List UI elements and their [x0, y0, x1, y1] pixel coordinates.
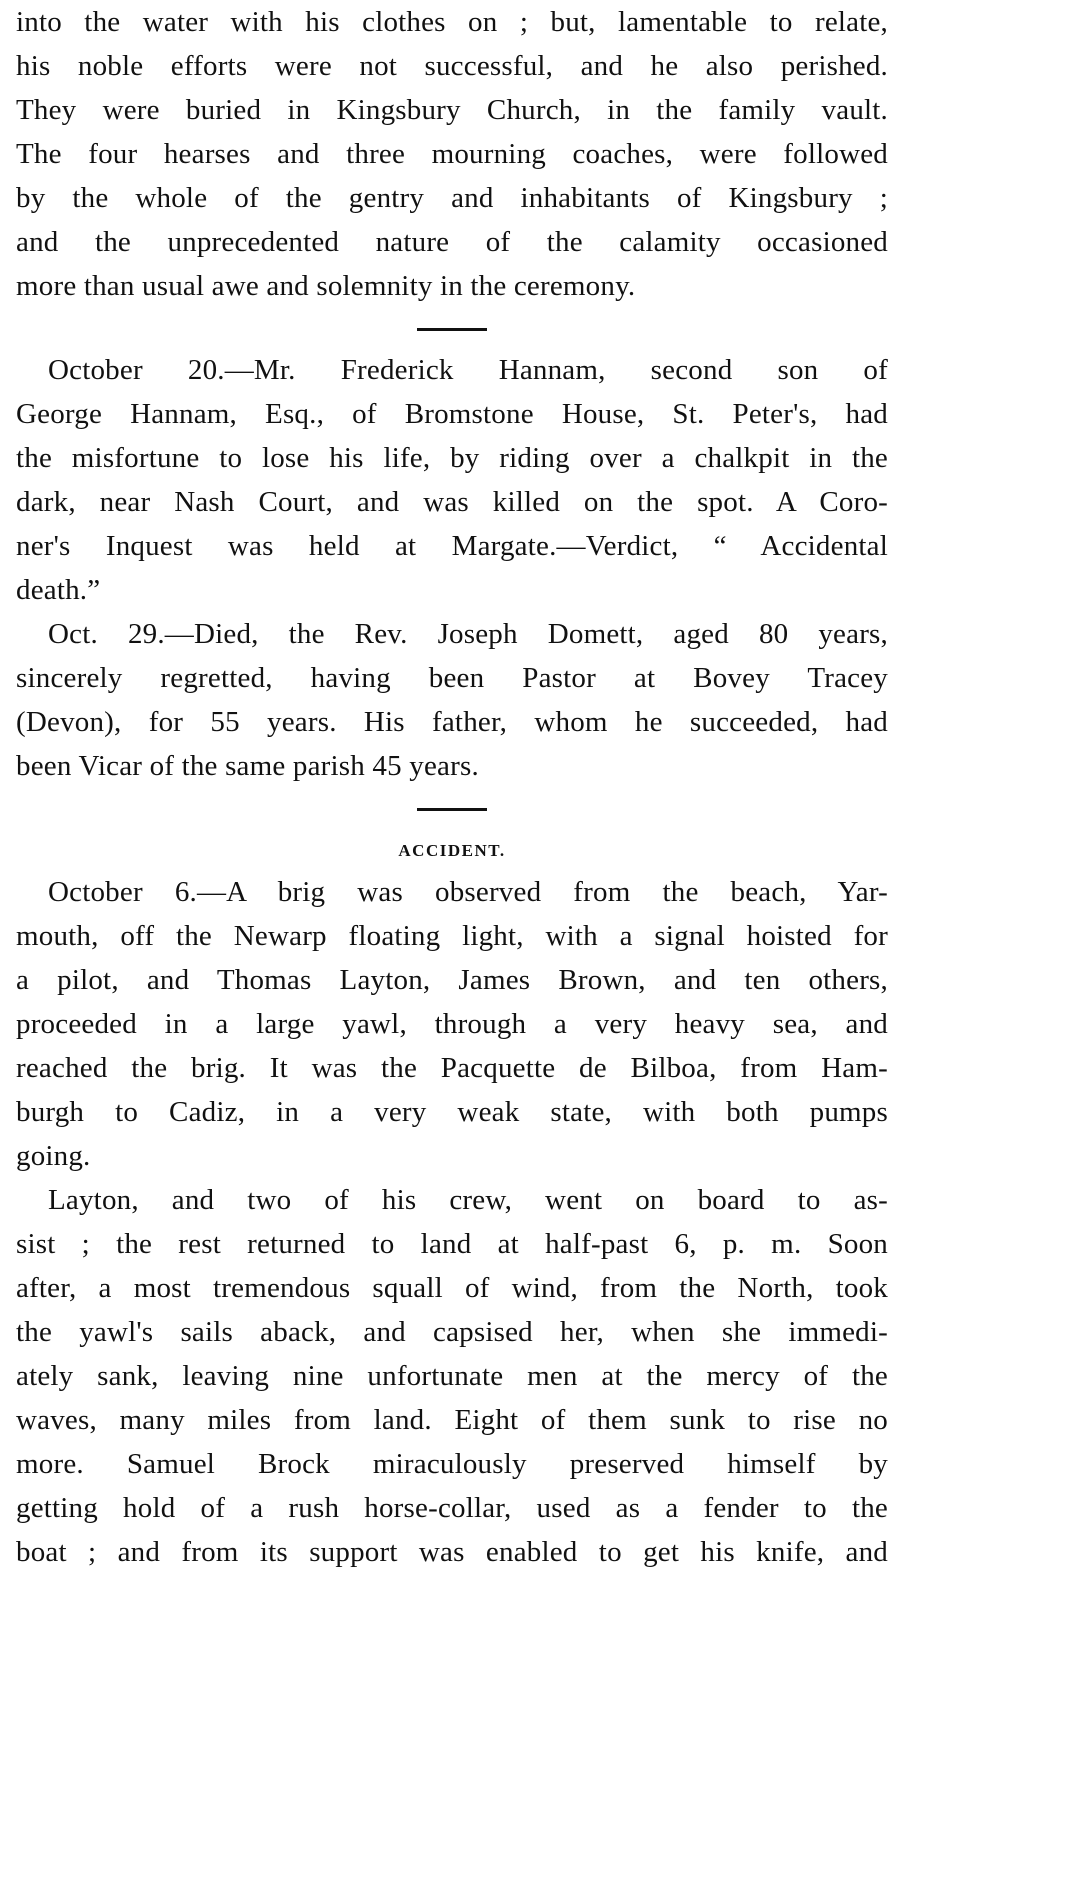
paragraph-october-6	[16, 870, 888, 1178]
text-line: going.	[16, 1140, 91, 1172]
text-line: more than usual awe and solemnity in the ceremony.	[16, 270, 636, 302]
text-line: George Hannam, Esq., of Bromstone House, St. Peter's, had	[16, 398, 888, 430]
text-line: October 6.—A brig was observed from the beach, Yar-	[48, 876, 888, 908]
text-column	[16, 0, 888, 1574]
text-line: more. Samuel Brock miraculously preserved himself by	[16, 1448, 888, 1480]
text-line: burgh to Cadiz, in a very weak state, with both pumps	[16, 1096, 888, 1128]
text-line: into the water with his clothes on ; but, lamentable to relate,	[16, 6, 888, 38]
text-line: by the whole of the gentry and inhabitants of Kingsbury ;	[16, 182, 888, 214]
text-line: death.”	[16, 574, 101, 606]
text-line: October 20.—Mr. Frederick Hannam, second son of	[48, 354, 888, 386]
section-heading: ACCIDENT.	[398, 841, 506, 860]
paragraph-funeral	[16, 0, 888, 308]
section-divider	[16, 788, 888, 828]
text-line: dark, near Nash Court, and was killed on the spot. A Coro-	[16, 486, 888, 518]
text-line: and the unprecedented nature of the calamity occasioned	[16, 226, 888, 258]
text-line: waves, many miles from land. Eight of them sunk to rise no	[16, 1404, 888, 1436]
text-line: proceeded in a large yawl, through a very heavy sea, and	[16, 1008, 888, 1040]
paragraph-october-29	[16, 612, 888, 788]
text-line: the yawl's sails aback, and capsised her, when she immedi-	[16, 1316, 888, 1348]
text-line: getting hold of a rush horse-collar, used as a fender to the	[16, 1492, 888, 1524]
text-line: sist ; the rest returned to land at half-past 6, p. m. Soon	[16, 1228, 888, 1260]
paragraph-october-20	[16, 348, 888, 612]
text-line: They were buried in Kingsbury Church, in the family vault.	[16, 94, 888, 126]
text-line: (Devon), for 55 years. His father, whom he succeeded, had	[16, 706, 888, 738]
text-line: boat ; and from its support was enabled to get his knife, and	[16, 1536, 888, 1568]
text-line: The four hearses and three mourning coaches, were followed	[16, 138, 888, 170]
text-line: mouth, off the Newarp floating light, with a signal hoisted for	[16, 920, 888, 952]
text-line: Layton, and two of his crew, went on board to as-	[48, 1184, 888, 1216]
text-line: his noble efforts were not successful, and he also perished.	[16, 50, 888, 82]
text-line: sincerely regretted, having been Pastor at Bovey Tracey	[16, 662, 888, 694]
text-line: Oct. 29.—Died, the Rev. Joseph Domett, aged 80 years,	[48, 618, 888, 650]
text-line: the misfortune to lose his life, by riding over a chalkpit in the	[16, 442, 888, 474]
text-line: a pilot, and Thomas Layton, James Brown, and ten others,	[16, 964, 888, 996]
text-line: ately sank, leaving nine unfortunate men at the mercy of the	[16, 1360, 888, 1392]
section-divider	[16, 308, 888, 348]
text-line: reached the brig. It was the Pacquette de Bilboa, from Ham-	[16, 1052, 888, 1084]
text-line: ner's Inquest was held at Margate.—Verdict, “ Accidental	[16, 530, 888, 562]
paragraph-layton	[16, 1178, 888, 1574]
text-line: after, a most tremendous squall of wind, from the North, took	[16, 1272, 888, 1304]
text-line: been Vicar of the same parish 45 years.	[16, 750, 479, 782]
